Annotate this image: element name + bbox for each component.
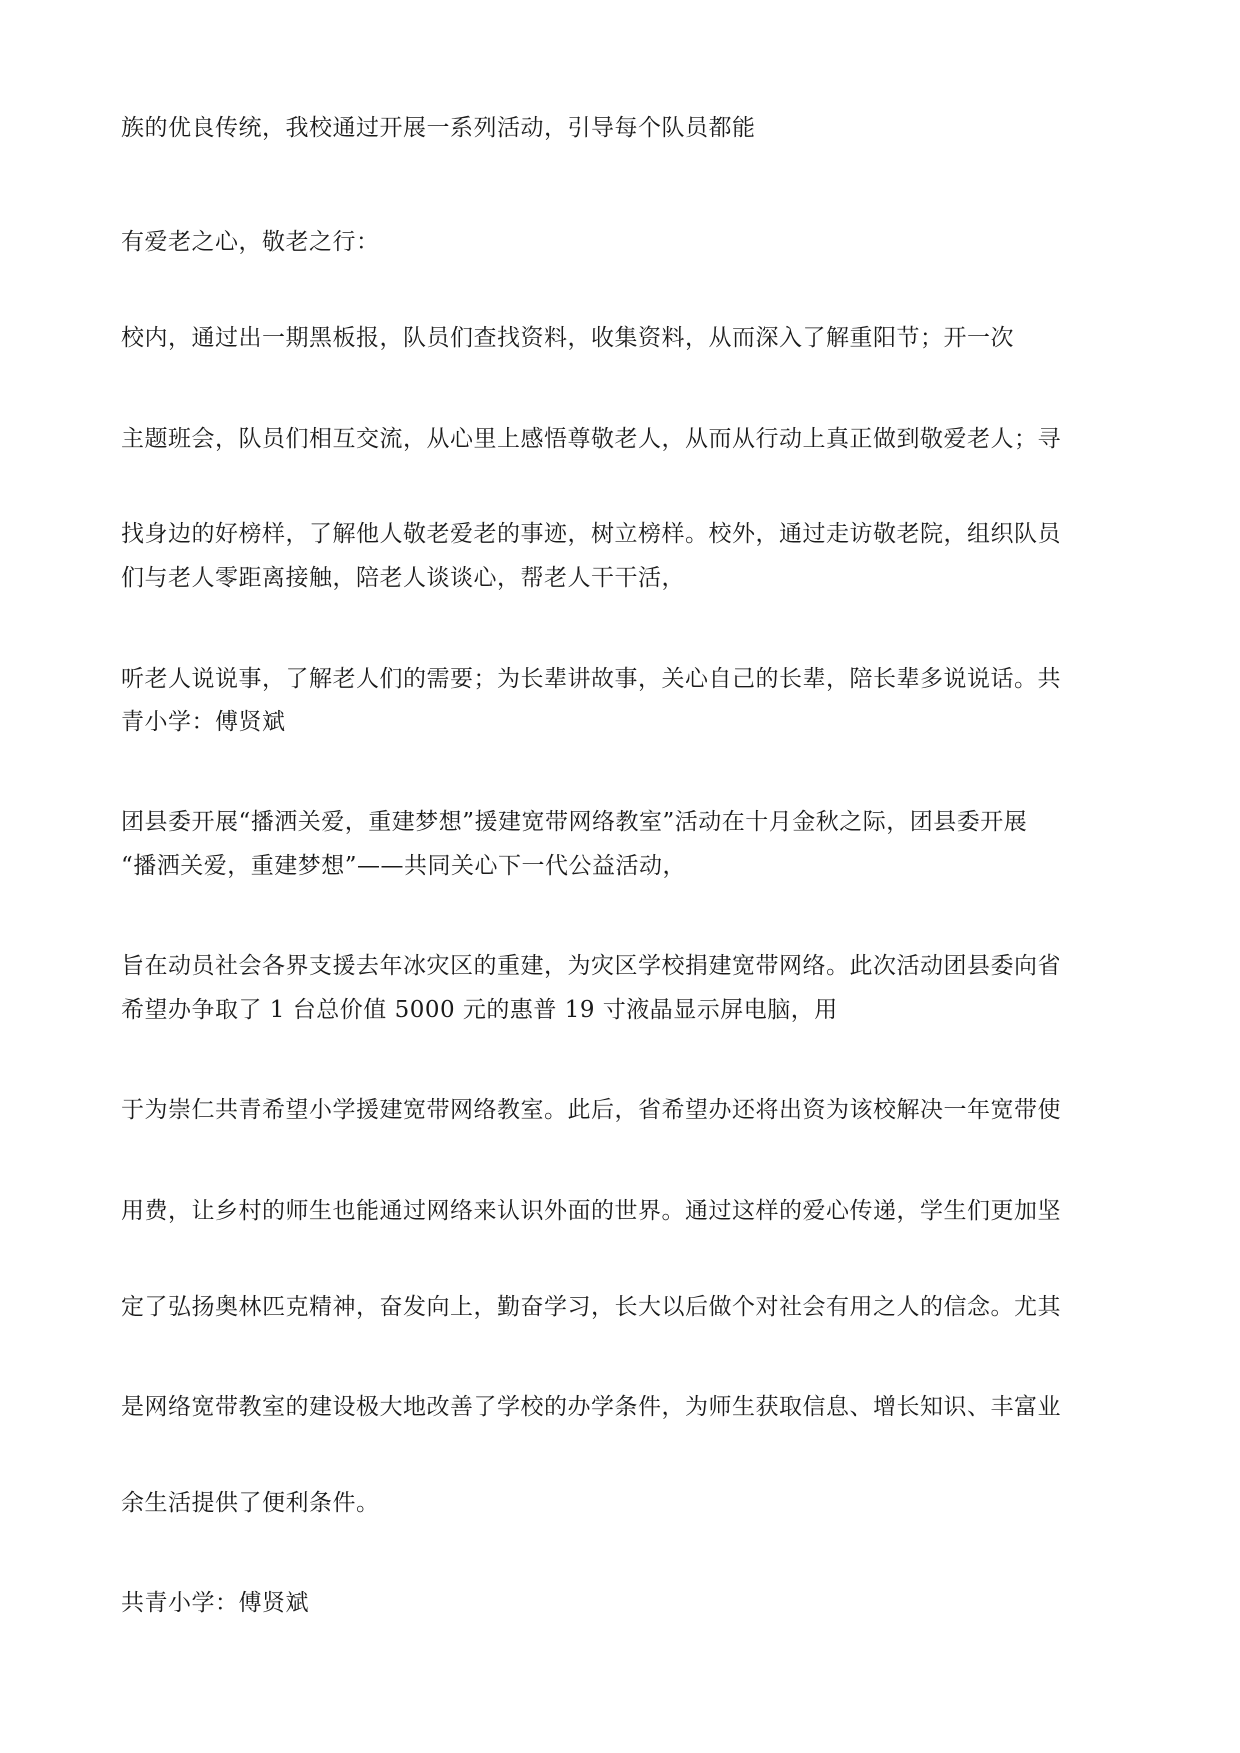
text-line: 余生活提供了便利条件。 (121, 1490, 380, 1516)
text-line: 主题班会，队员们相互交流，从心里上感悟尊敬老人，从而从行动上真正做到敬爱老人；寻 (121, 426, 1061, 452)
text-line: 校内，通过出一期黑板报，队员们查找资料，收集资料，从而深入了解重阳节；开一次 (121, 325, 1014, 351)
text-line: 找身边的好榜样，了解他人敬老爱老的事迹，树立榜样。校外，通过走访敬老院，组织队员 (121, 521, 1061, 547)
text-line: 于为崇仁共青希望小学援建宽带网络教室。此后，省希望办还将出资为该校解决一年宽带使 (121, 1097, 1061, 1123)
text-line: 们与老人零距离接触，陪老人谈谈心，帮老人干干活， (121, 565, 685, 591)
text-line: 定了弘扬奥林匹克精神，奋发向上，勤奋学习，长大以后做个对社会有用之人的信念。尤其 (121, 1294, 1061, 1320)
text-line: 团县委开展“播洒关爱，重建梦想”援建宽带网络教室”活动在十月金秋之际，团县委开展 (121, 809, 1028, 835)
text-line: 族的优良传统，我校通过开展一系列活动，引导每个队员都能 (121, 115, 756, 141)
text-line: 听老人说说事，了解老人们的需要；为长辈讲故事，关心自己的长辈，陪长辈多说说话。共 (121, 666, 1061, 692)
text-line: 旨在动员社会各界支援去年冰灾区的重建，为灾区学校捐建宽带网络。此次活动团县委向省 (121, 953, 1061, 979)
text-line: 希望办争取了 1 台总价值 5000 元的惠普 19 寸液晶显示屏电脑，用 (121, 997, 838, 1023)
signature-line: 青小学：傅贤斌 (121, 709, 286, 735)
signature-line: 共青小学：傅贤斌 (121, 1590, 309, 1616)
text-line: “播洒关爱，重建梦想”——共同关心下一代公益活动， (121, 853, 687, 879)
text-line: 用费，让乡村的师生也能通过网络来认识外面的世界。通过这样的爱心传递，学生们更加坚 (121, 1198, 1061, 1224)
text-line: 有爱老之心，敬老之行： (121, 229, 380, 255)
text-line: 是网络宽带教室的建设极大地改善了学校的办学条件，为师生获取信息、增长知识、丰富业 (121, 1394, 1061, 1420)
